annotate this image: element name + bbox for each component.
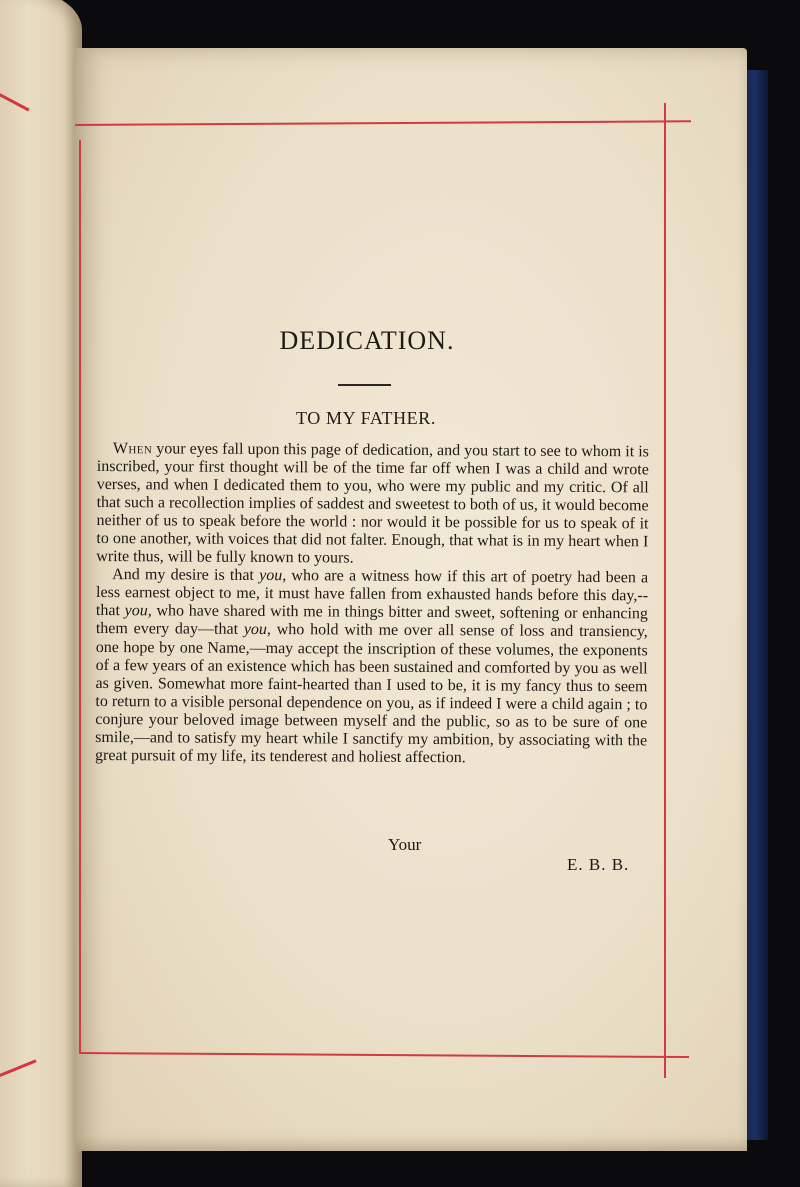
paragraph-1-text: your eyes fall upon this page of dedication, and you start to see to whom it is inscribed, your first thought will be of the time far off when I was a child and wrote verses, and when I dedicated them to you, who were my public and my critic. Of all that such a recollection implies of saddest and sweetest to both of us, it would become neither of us to speak before the world : nor would it be possible for us to speak of it to one another, with voices that did not falter. Enough, that what is in my heart when I write thus, will be fully known to yours. (96, 440, 649, 567)
facing-page-red-rule-top (0, 72, 30, 111)
paragraph-2-segment: And my desire is that (112, 566, 260, 585)
title-divider (338, 384, 391, 386)
paragraph-2 (95, 566, 648, 768)
red-border-right (664, 103, 666, 1078)
paragraph-2-emphasis: you, (259, 567, 287, 585)
paragraph-2-segment: who hold with me over all sense of loss and transiency, one hope by one Name,—may accept the inscription of these volumes, the exponents of a few years of an existence which has been sustained and comforted by you as well as given. Somewhat more faint-hearted than I used to be, it is my fancy thus to seem to return to a visible personal dependence on you, as if indeed I were a child again ; to conjure your beloved image between myself and the public, so as to be sure of one smile,—and to satisfy my heart while I sanctify my ambition, by associating with the great pursuit of my life, its tenderest and holiest affection. (95, 621, 648, 767)
paragraph-1 (96, 440, 649, 570)
facing-page-red-rule-bottom (0, 1059, 37, 1092)
paragraph-2-emphasis: you, (124, 602, 152, 620)
paragraph-2-segment: who are a witness how if this art of poetry had been a less earnest object to me, it must have fallen from exhausted hands before this day,--that (95, 567, 649, 620)
facing-page-left (0, 0, 82, 1187)
page-title: DEDICATION. (279, 326, 455, 355)
signature-initials: E. B. B. (567, 855, 630, 874)
closing-word: Your (388, 835, 422, 854)
red-border-left (79, 140, 81, 1052)
page-subtitle: TO MY FATHER. (296, 408, 436, 428)
paragraph-1-opening-word: When (112, 440, 153, 458)
paragraph-2-emphasis: you, (243, 621, 272, 639)
paragraph-2-segment: who have shared with me in things bitter and sweet, softening or enhancing them every day—that (95, 602, 648, 639)
dedication-body (95, 440, 649, 768)
